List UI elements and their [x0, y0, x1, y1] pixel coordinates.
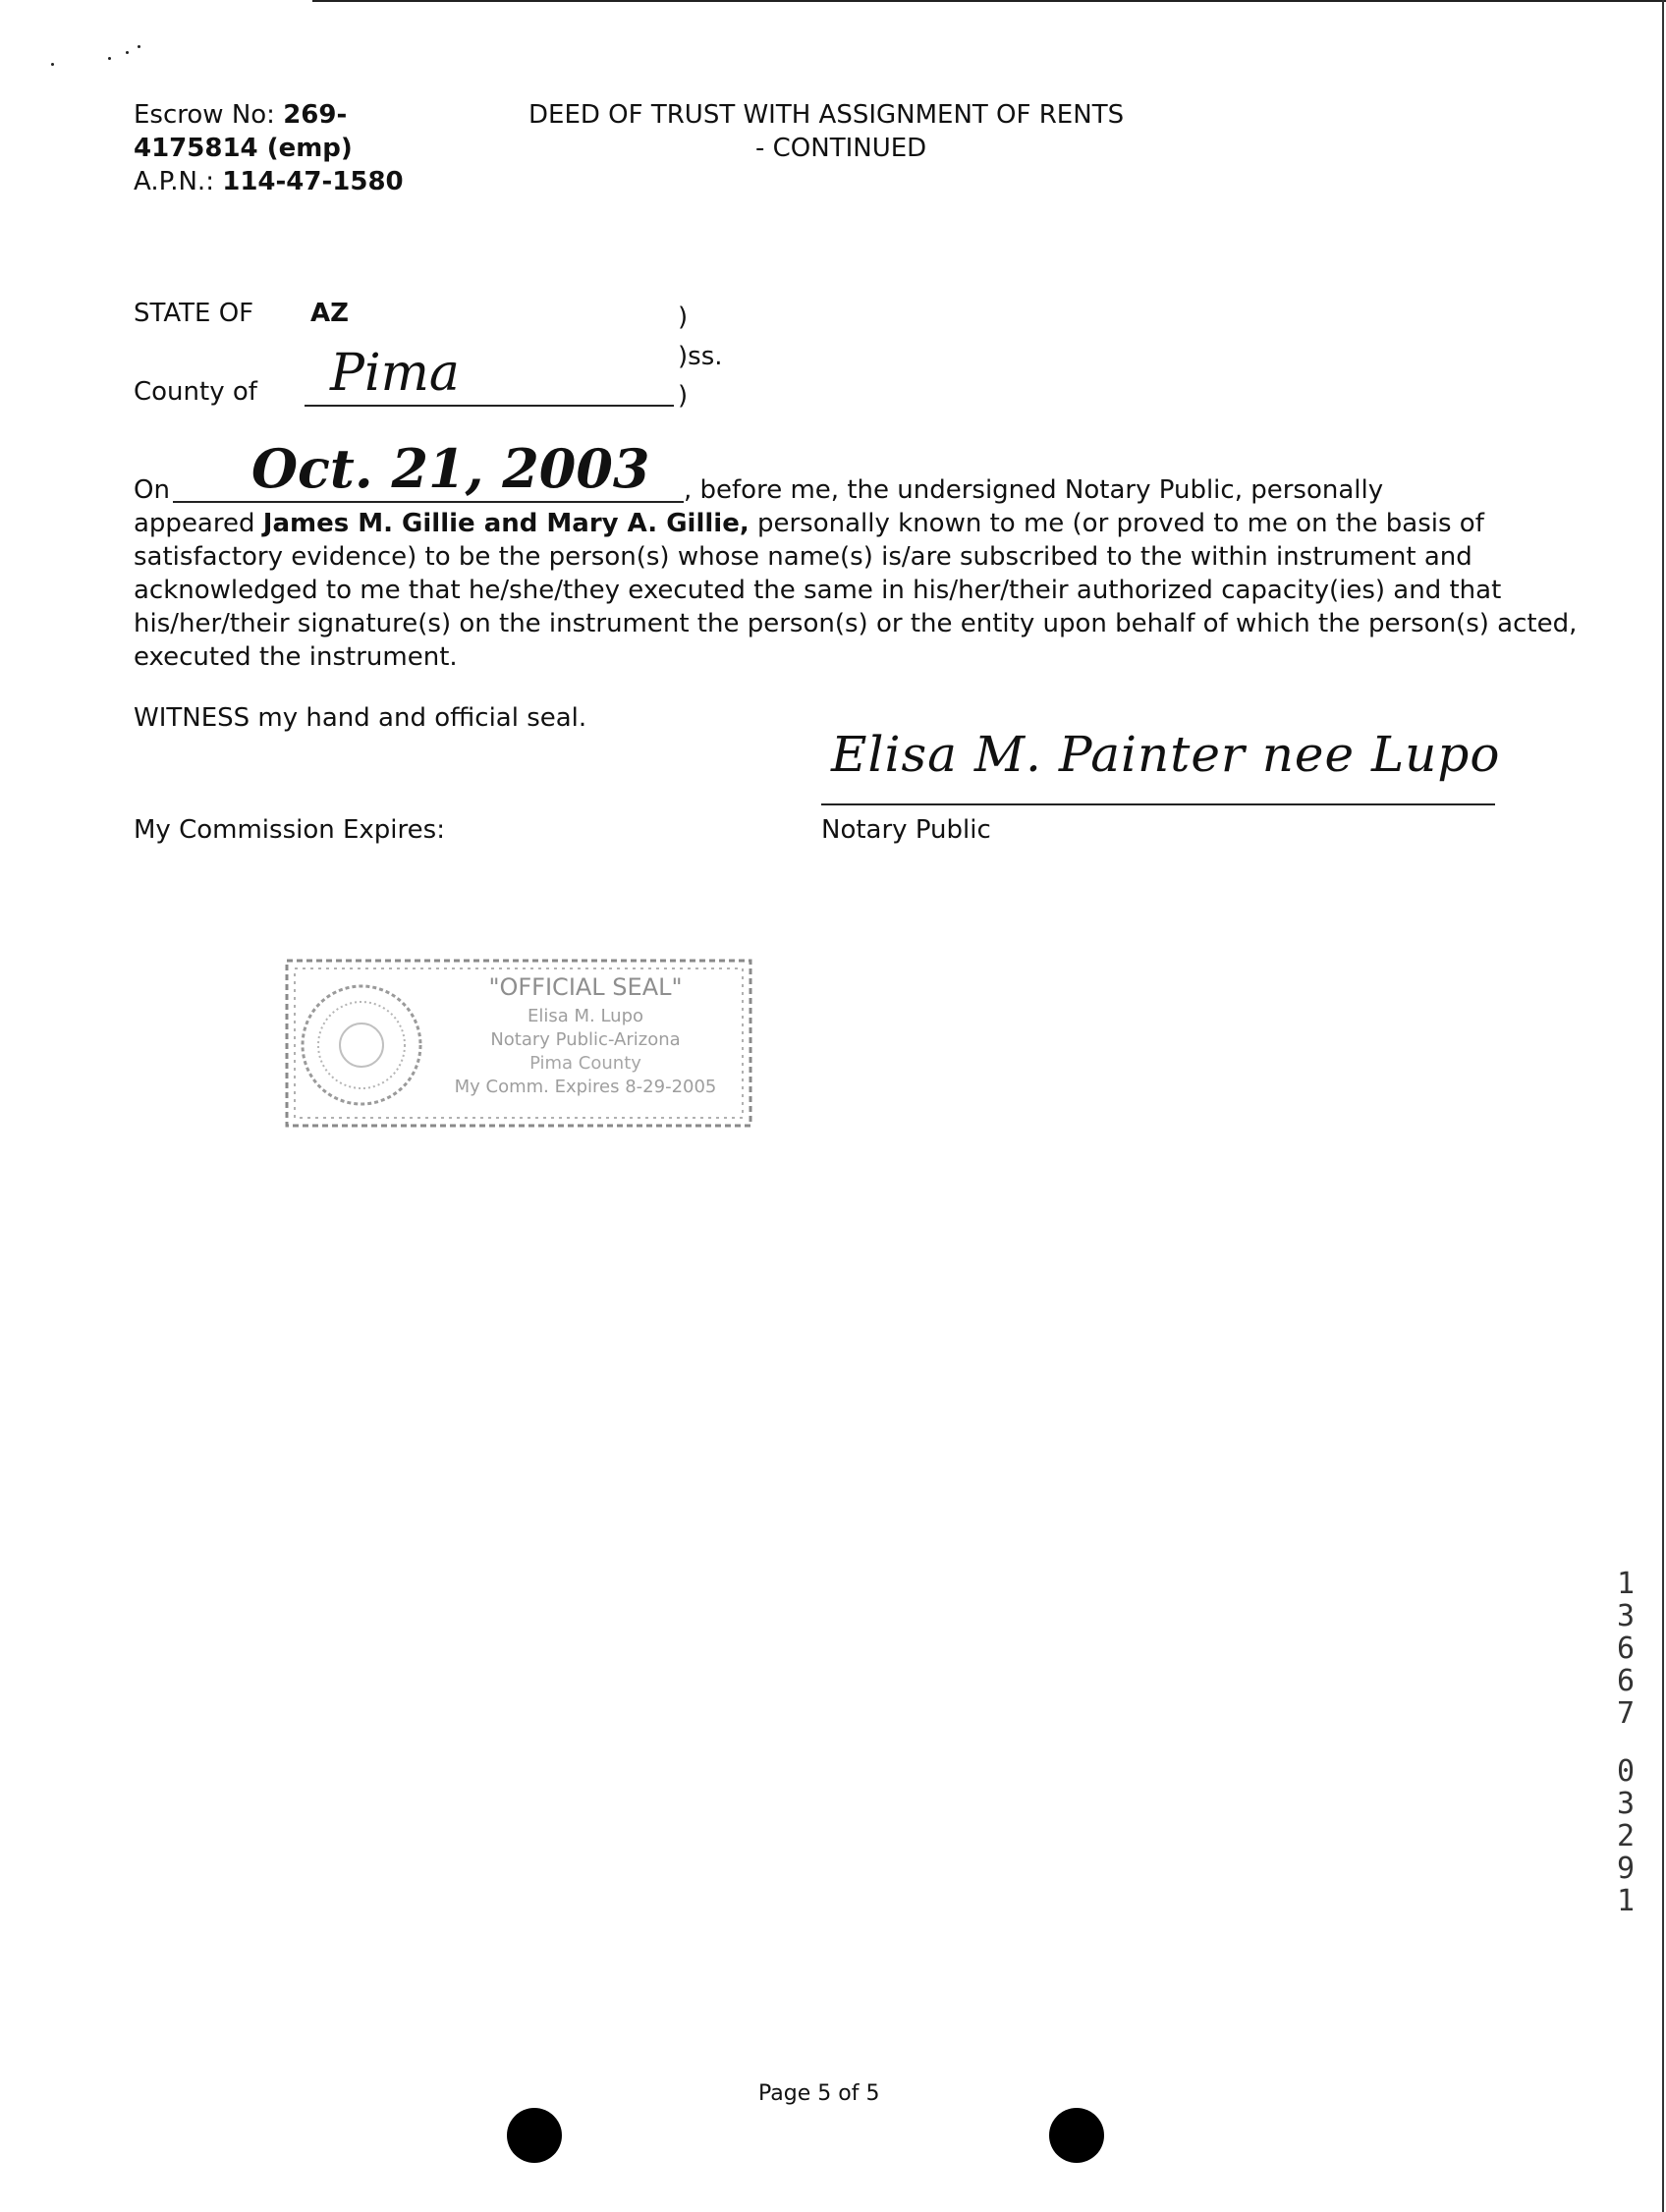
- page-label: Page: [758, 2081, 811, 2106]
- date-underline: [173, 501, 684, 503]
- recording-digit: 1: [1616, 1567, 1636, 1601]
- notary-public-label: Notary Public: [821, 815, 991, 845]
- on-label: On: [134, 475, 170, 505]
- scan-speck: [108, 57, 111, 60]
- recording-digit: 3: [1616, 1787, 1636, 1821]
- apn-label: A.P.N.:: [134, 167, 214, 196]
- recording-digit: 0: [1616, 1754, 1636, 1789]
- page-indicator: [758, 2080, 879, 2108]
- escrow-number: 269-: [283, 100, 348, 130]
- date-handwritten: Oct. 21, 2003: [251, 437, 650, 500]
- ack-line2: [134, 507, 1484, 540]
- ack-line4: acknowledged to me that he/she/they executed the same in his/her/their authorized capacity(ies) and that: [134, 576, 1502, 605]
- county-handwritten: Pima: [330, 344, 460, 403]
- state-value: AZ: [310, 299, 349, 328]
- escrow-line: [134, 98, 347, 132]
- commission-expires-label: My Commission Expires:: [134, 815, 445, 845]
- ack-line5: his/her/their signature(s) on the instrument the person(s) or the entity upon behalf of which the person(s) acted,: [134, 609, 1578, 638]
- escrow-label: Escrow No:: [134, 100, 275, 130]
- scan-right-edge: [1662, 0, 1664, 2212]
- recording-digit: 1: [1616, 1884, 1636, 1918]
- recording-digit: 2: [1616, 1819, 1636, 1853]
- seal-county: Pima County: [529, 1053, 641, 1074]
- ack-line2-rest: personally known to me (or proved to me on the basis of: [749, 509, 1484, 538]
- punch-hole-left: [507, 2108, 562, 2163]
- ack-line1: , before me, the undersigned Notary Public, personally: [684, 475, 1384, 505]
- scan-speck: [138, 45, 140, 48]
- seal-notary: Notary Public-Arizona: [490, 1029, 681, 1050]
- punch-hole-right: [1049, 2108, 1104, 2163]
- witness-text: WITNESS my hand and official seal.: [134, 703, 587, 733]
- venue-paren-bottom: ): [678, 381, 689, 411]
- scan-speck: [51, 63, 54, 66]
- document-subtitle: - CONTINUED: [755, 134, 927, 163]
- venue-ss: )ss.: [678, 342, 723, 371]
- notary-signature: Elisa M. Painter nee Lupo: [831, 726, 1501, 783]
- document-title: DEED OF TRUST WITH ASSIGNMENT OF RENTS: [528, 100, 1125, 130]
- seal-commission: My Comm. Expires 8-29-2005: [454, 1077, 717, 1097]
- ack-line3: satisfactory evidence) to be the person(s) whose name(s) is/are subscribed to the within instrument and: [134, 542, 1472, 572]
- appeared-text: appeared: [134, 509, 255, 538]
- recording-number-vertical: [1611, 1568, 1640, 1917]
- scan-speck: [126, 51, 129, 54]
- venue-paren-top: ): [678, 303, 689, 332]
- apn-line: [134, 165, 404, 198]
- recording-digit: 3: [1616, 1599, 1636, 1633]
- signer-names: James M. Gillie and Mary A. Gillie,: [262, 509, 750, 538]
- page-of-label: of: [838, 2081, 860, 2106]
- recording-digit: 7: [1616, 1696, 1636, 1731]
- county-label: County of: [134, 377, 257, 407]
- ack-line6: executed the instrument.: [134, 642, 458, 672]
- recording-digit: 9: [1616, 1852, 1636, 1886]
- page-number: 5: [817, 2081, 832, 2106]
- county-underline: [305, 405, 674, 407]
- state-label: STATE OF: [134, 299, 254, 328]
- scan-top-edge: [312, 0, 1666, 2]
- seal-name: Elisa M. Lupo: [527, 1006, 644, 1026]
- seal-title: "OFFICIAL SEAL": [488, 973, 683, 1001]
- page-total: 5: [865, 2081, 880, 2106]
- official-seal-stamp: [281, 951, 758, 1135]
- recording-digit: 6: [1616, 1631, 1636, 1666]
- escrow-number-continued: 4175814 (emp): [134, 134, 353, 163]
- recording-digit: 6: [1616, 1664, 1636, 1698]
- apn-number: 114-47-1580: [222, 167, 404, 196]
- signature-line: [821, 803, 1495, 805]
